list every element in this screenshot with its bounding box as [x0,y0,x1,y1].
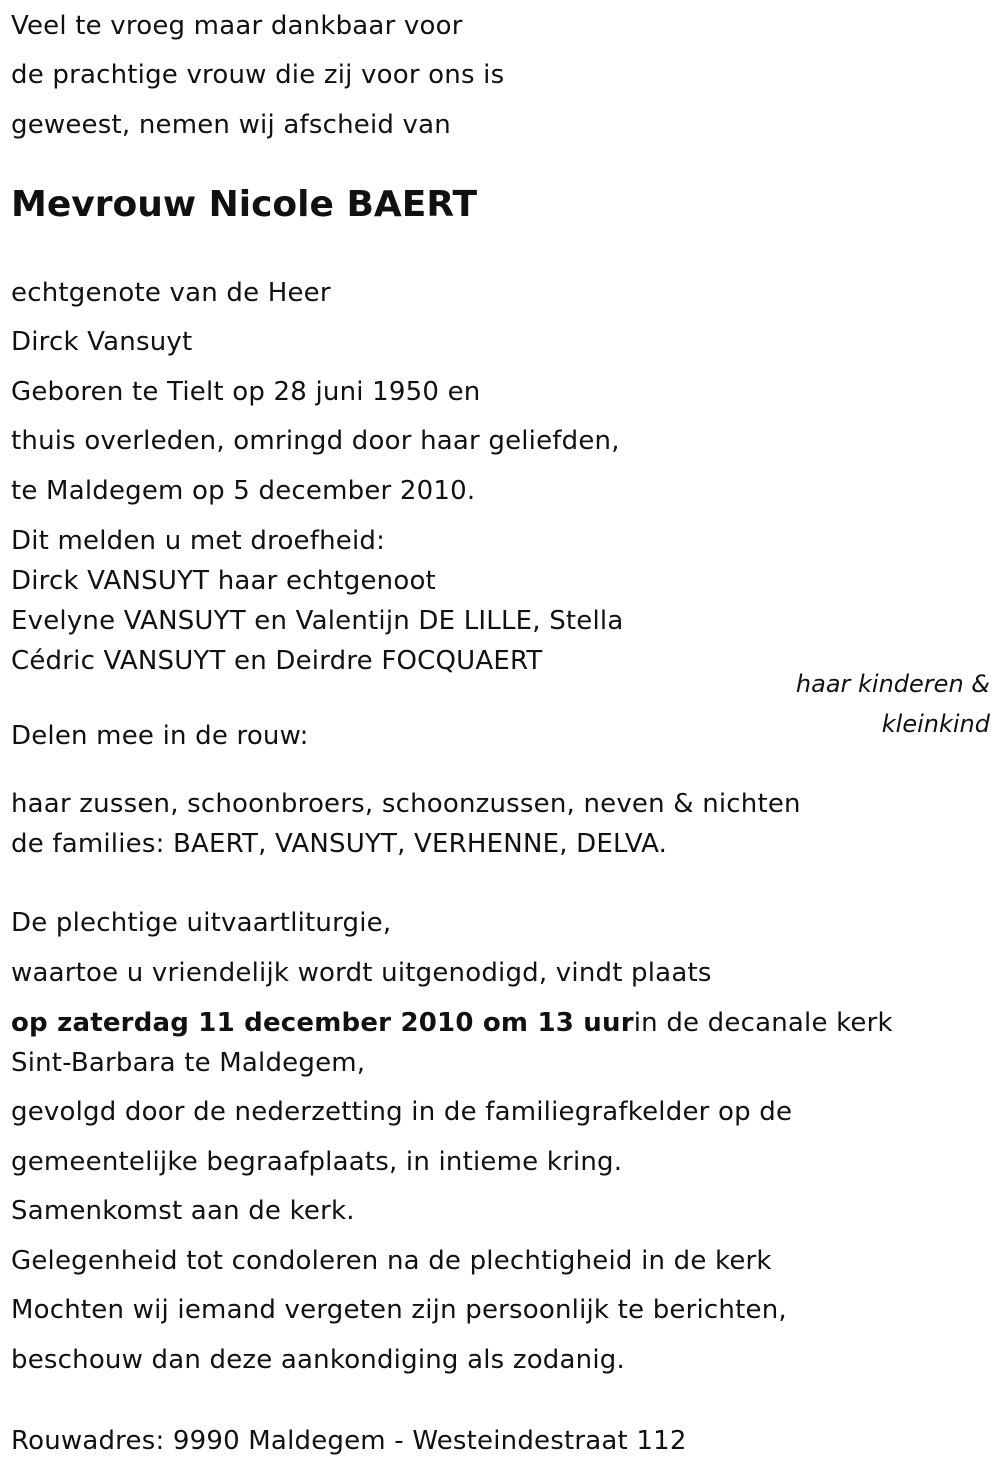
ceremony-line-8: Gelegenheid tot condoleren na de plechtigheid in de kerk [11,1246,772,1276]
intro-line-1: Veel te vroeg maar dankbaar voor [11,11,463,41]
intro-line-2: de prachtige vrouw die zij voor ons is [11,60,505,90]
sharing-heading: Delen mee in de rouw: [11,721,309,751]
mourner-line-3: Cédric VANSUYT en Deirdre FOCQUAERT [11,646,543,676]
ceremony-date: op zaterdag 11 december 2010 om 13 uur [11,1008,634,1038]
bio-line-1: echtgenote van de Heer [11,278,331,308]
ceremony-line-10: beschouw dan deze aankondiging als zodanig. [11,1345,625,1375]
sharing-line-1: haar zussen, schoonbroers, schoonzussen, neven & nichten [11,789,801,819]
ceremony-location: in de decanale kerk [633,1008,893,1038]
mourner-line-2: Evelyne VANSUYT en Valentijn DE LILLE, Stella [11,606,624,636]
ceremony-line-4: Sint-Barbara te Maldegem, [11,1048,366,1078]
bio-line-3: Geboren te Tielt op 28 juni 1950 en [11,377,481,407]
intro-line-3: geweest, nemen wij afscheid van [11,110,451,140]
mourners-note-line-1: haar kinderen & [795,670,990,698]
deceased-name: Mevrouw Nicole BAERT [11,184,477,225]
ceremony-line-6: gemeentelijke begraafplaats, in intieme kring. [11,1147,623,1177]
mourning-address: Rouwadres: 9990 Maldegem - Westeindestraat 112 [11,1426,687,1456]
mourners-note-line-2: kleinkind [881,710,990,738]
ceremony-date-line [11,1007,893,1039]
bio-line-5: te Maldegem op 5 december 2010. [11,476,476,506]
ceremony-line-1: De plechtige uitvaartliturgie, [11,908,392,938]
ceremony-line-7: Samenkomst aan de kerk. [11,1196,355,1226]
ceremony-line-5: gevolgd door de nederzetting in de familiegrafkelder op de [11,1097,793,1127]
bio-line-2: Dirck Vansuyt [11,327,193,357]
bio-line-4: thuis overleden, omringd door haar geliefden, [11,426,620,456]
ceremony-line-9: Mochten wij iemand vergeten zijn persoonlijk te berichten, [11,1295,787,1325]
mourner-line-1: Dirck VANSUYT haar echtgenoot [11,566,436,596]
mourners-heading: Dit melden u met droefheid: [11,526,386,556]
ceremony-line-2: waartoe u vriendelijk wordt uitgenodigd, vindt plaats [11,958,712,988]
sharing-line-2: de families: BAERT, VANSUYT, VERHENNE, DELVA. [11,829,668,859]
